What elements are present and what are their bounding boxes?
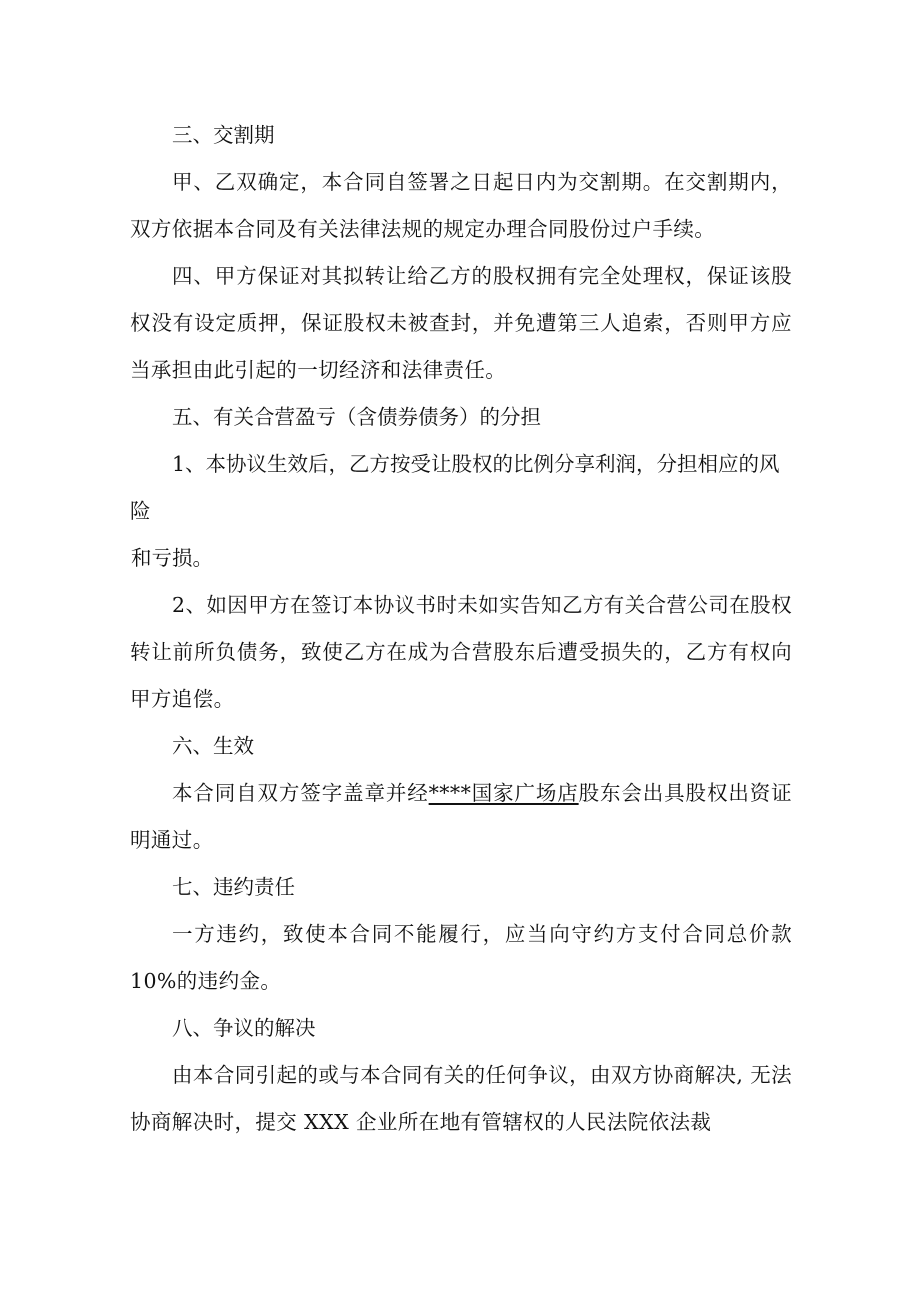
- section-7-heading: 七、违约责任: [172, 875, 296, 899]
- section-8-heading: 八、争议的解决: [172, 1016, 316, 1040]
- section-6-heading: 六、生效: [172, 734, 255, 758]
- section-6-store-name: ****国家广场店: [428, 781, 579, 805]
- section-6-text-before: 本合同自双方签字盖章并经: [172, 781, 429, 805]
- contract-body: [130, 112, 792, 1146]
- section-4-text: 四、甲方保证对其拟转让给乙方的股权拥有完全处理权，保证该股权没有设定质押，保证股权未被查封，并免遭第三人追索，否则甲方应当承担由此引起的一切经济和法律责任。: [130, 264, 792, 382]
- section-6-text-after: 股东会出具股权出资证明通过。: [130, 781, 792, 852]
- section-5-item-1-line-2: 和亏损。: [131, 546, 214, 570]
- section-5-item-1: [130, 441, 792, 582]
- section-3-heading: 三、交割期: [172, 123, 275, 147]
- section-5-item-2: 2、如因甲方在签订本协议书时未如实告知乙方有关合营公司在股权转让前所负债务，致使乙方在成为合营股东后遭受损失的，乙方有权向甲方追偿。: [130, 593, 792, 711]
- section-3-text: 甲、乙双确定，本合同自签署之日起日内为交割期。在交割期内，双方依据本合同及有关法律法规的规定办理合同股份过户手续。: [130, 170, 792, 241]
- section-5-item-1-line-1: 1、本协议生效后，乙方按受让股权的比例分享利润，分担相应的风险: [130, 452, 780, 523]
- section-8-text: 由本合同引起的或与本合同有关的任何争议，由双方协商解决, 无法协商解决时，提交 XXX 企业所在地有管辖权的人民法院依法裁: [130, 1063, 792, 1134]
- section-5-heading: 五、有关合营盈亏（含债券债务）的分担: [172, 405, 542, 429]
- section-6-text: [130, 770, 792, 864]
- section-7-text: 一方违约，致使本合同不能履行，应当向守约方支付合同总价款 10%的违约金。: [130, 922, 792, 993]
